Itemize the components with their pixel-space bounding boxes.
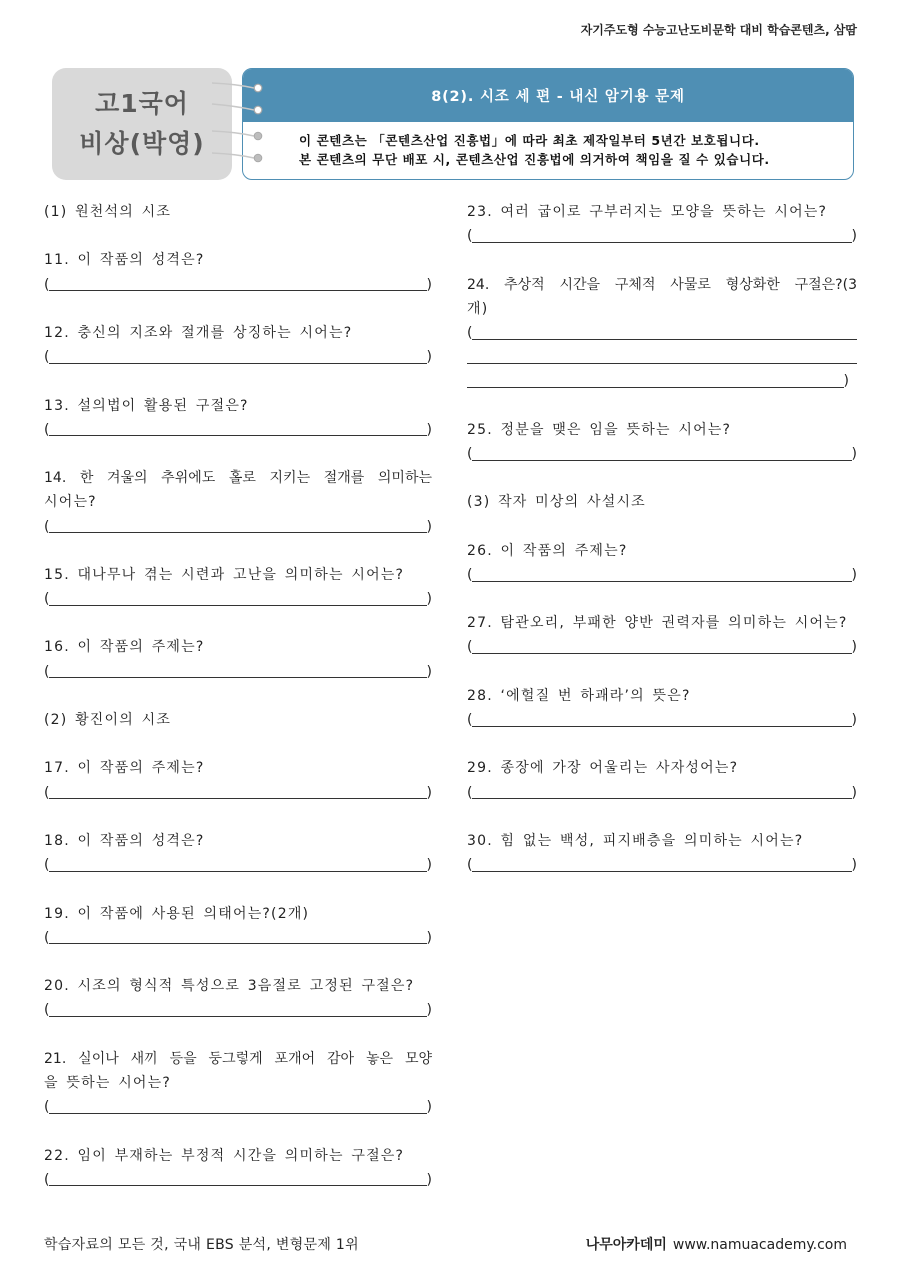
open-paren: ( [44, 784, 50, 801]
question-text: 18. 이 작품의 성격은? [44, 833, 205, 850]
answer-blank [44, 926, 432, 950]
question-text: 20. 시조의 형식적 특성으로 3음절로 고정된 구절은? [44, 978, 415, 995]
answer-blank-line-2 [467, 345, 857, 369]
close-paren: ) [426, 1171, 432, 1188]
close-paren: ) [426, 1002, 432, 1019]
open-paren: ( [44, 591, 50, 608]
answer-blank [44, 853, 432, 877]
open-paren: ( [467, 228, 473, 245]
answer-line [49, 605, 426, 606]
open-paren: ( [44, 518, 50, 535]
question-29 [467, 756, 857, 804]
answer-blank [467, 442, 857, 466]
open-paren: ( [44, 1099, 50, 1116]
question-27 [467, 611, 857, 659]
answer-blank [44, 273, 432, 297]
question-17 [44, 756, 432, 804]
section-heading: (3) 작자 미상의 사설시조 [467, 494, 646, 511]
footer-brand-block [586, 1235, 847, 1255]
question-19 [44, 902, 432, 950]
close-paren: ) [426, 784, 432, 801]
close-paren: ) [426, 1099, 432, 1116]
question-28 [467, 684, 857, 732]
title-box [52, 68, 232, 180]
answer-line [49, 363, 426, 364]
answer-line [49, 871, 426, 872]
section-heading: (1) 원천석의 시조 [44, 204, 172, 220]
open-paren: ( [44, 1171, 50, 1188]
question-12 [44, 321, 432, 369]
title-box-publisher: 비상(박영) [79, 129, 205, 158]
question-24 [467, 273, 857, 394]
answer-line [472, 339, 857, 340]
answer-blank [44, 1095, 432, 1119]
question-text: 16. 이 작품의 주제는? [44, 639, 205, 656]
open-paren: ( [467, 712, 473, 729]
open-paren: ( [44, 857, 50, 874]
close-paren: ) [851, 712, 857, 729]
answer-line [49, 1016, 426, 1017]
answer-blank [467, 781, 857, 805]
open-paren: ( [467, 639, 473, 656]
question-text: 12. 충신의 지조와 절개를 상징하는 시어는? [44, 324, 353, 341]
answer-blank [44, 781, 432, 805]
right-column [467, 200, 857, 877]
question-16 [44, 635, 432, 683]
copyright-notice [243, 122, 853, 169]
question-20 [44, 974, 432, 1022]
title-box-grade: 고1국어 [95, 89, 189, 118]
close-paren: ) [426, 349, 432, 366]
close-paren: ) [426, 591, 432, 608]
close-paren: ) [426, 518, 432, 535]
question-25 [467, 418, 857, 466]
answer-blank [44, 418, 432, 442]
answer-blank [467, 708, 857, 732]
question-text-continued: 개) [467, 300, 489, 317]
banner [242, 68, 854, 180]
answer-line [472, 460, 851, 461]
question-text: 23. 여러 굽이로 구부러지는 모양을 뜻하는 시어는? [467, 204, 828, 220]
top-header: 자기주도형 수능고난도비문학 대비 학습콘텐츠, 삼땀 [580, 23, 857, 37]
open-paren: ( [467, 445, 473, 462]
close-paren: ) [851, 566, 857, 583]
open-paren: ( [44, 929, 50, 946]
question-15 [44, 563, 432, 611]
answer-line [472, 242, 851, 243]
question-text: 25. 정분을 맺은 임을 뜻하는 시어는? [467, 421, 732, 438]
answer-line [49, 290, 426, 291]
question-text: 19. 이 작품에 사용된 의태어는?(2개) [44, 905, 310, 922]
answer-line [49, 1185, 426, 1186]
question-text: 22. 임이 부재하는 부정적 시간을 의미하는 구절은? [44, 1147, 405, 1164]
question-14 [44, 466, 432, 539]
answer-blank [44, 1168, 432, 1192]
question-text: 13. 설의법이 활용된 구절은? [44, 397, 249, 414]
question-text: 29. 종장에 가장 어울리는 사자성어는? [467, 760, 739, 777]
answer-line [49, 798, 426, 799]
answer-line [472, 726, 851, 727]
question-23 [467, 200, 857, 248]
copyright-notice-line: 이 콘텐츠는 「콘텐츠산업 진흥법」에 따라 최초 제작일부터 5년간 보호됩니다. [299, 133, 760, 148]
footer-tagline: 학습자료의 모든 것, 국내 EBS 분석, 변형문제 1위 [44, 1237, 359, 1253]
answer-blank [44, 587, 432, 611]
answer-line [467, 363, 857, 364]
close-paren: ) [851, 857, 857, 874]
close-paren: ) [426, 663, 432, 680]
question-text-continued: 을 뜻하는 시어는? [44, 1074, 171, 1091]
answer-blank [467, 224, 857, 248]
section-1-heading-block [44, 200, 432, 224]
question-text: 11. 이 작품의 성격은? [44, 252, 205, 269]
section-2-heading-block [44, 708, 432, 732]
answer-blank [44, 660, 432, 684]
answer-blank [44, 515, 432, 539]
open-paren: ( [44, 663, 50, 680]
question-11 [44, 248, 432, 296]
question-text: 15. 대나무나 겪는 시련과 고난을 의미하는 시어는? [44, 566, 405, 583]
footer-url: www.namuacademy.com [672, 1237, 847, 1253]
close-paren: ) [851, 784, 857, 801]
close-paren: ) [426, 929, 432, 946]
answer-line [472, 871, 851, 872]
answer-line [472, 581, 851, 582]
banner-title: 8(2). 시조 세 편 - 내신 암기용 문제 [243, 69, 853, 122]
question-text-continued: 시어는? [44, 494, 97, 511]
answer-blank [467, 563, 857, 587]
open-paren: ( [467, 324, 473, 341]
answer-blank-line-3 [467, 369, 849, 393]
question-18 [44, 829, 432, 877]
open-paren: ( [44, 1002, 50, 1019]
question-21 [44, 1047, 432, 1120]
answer-blank [44, 345, 432, 369]
question-22 [44, 1144, 432, 1192]
close-paren: ) [851, 445, 857, 462]
answer-line [472, 798, 851, 799]
open-paren: ( [467, 784, 473, 801]
close-paren: ) [426, 857, 432, 874]
answer-blank-line-1 [467, 321, 857, 345]
answer-line [467, 387, 844, 388]
close-paren: ) [851, 228, 857, 245]
close-paren: ) [851, 639, 857, 656]
question-30 [467, 829, 857, 877]
answer-line [49, 532, 426, 533]
question-text: 17. 이 작품의 주제는? [44, 760, 205, 777]
answer-line [49, 677, 426, 678]
copyright-notice-line: 본 콘텐츠의 무단 배포 시, 콘텐츠산업 진흥법에 의거하여 책임을 질 수 있습니다. [299, 152, 770, 167]
question-text: 24. 추상적 시간을 구체적 사물로 형상화한 구절은?(3 [467, 276, 857, 293]
close-paren: ) [843, 373, 849, 390]
section-heading: (2) 황진이의 시조 [44, 712, 172, 729]
answer-blank [44, 998, 432, 1022]
open-paren: ( [467, 566, 473, 583]
question-text: 27. 탐관오리, 부패한 양반 권력자를 의미하는 시어는? [467, 615, 848, 632]
question-text: 21. 실이나 새끼 등을 둥그렇게 포개어 감아 놓은 모양 [44, 1050, 432, 1067]
open-paren: ( [44, 349, 50, 366]
answer-line [49, 1113, 426, 1114]
question-text: 26. 이 작품의 주제는? [467, 542, 628, 559]
footer-brand: 나무아카데미 [585, 1237, 667, 1253]
question-text: 14. 한 겨울의 추위에도 홀로 지키는 절개를 의미하는 [44, 470, 432, 487]
left-column [44, 200, 432, 1192]
answer-blank [467, 853, 857, 877]
open-paren: ( [467, 857, 473, 874]
answer-blank [467, 635, 857, 659]
question-text: 28. ‘에헐질 번 하괘라’의 뜻은? [467, 687, 691, 704]
answer-line [49, 435, 426, 436]
close-paren: ) [426, 276, 432, 293]
question-26 [467, 539, 857, 587]
section-3-heading-block [467, 490, 857, 514]
question-text: 30. 힘 없는 백성, 피지배층을 의미하는 시어는? [467, 833, 804, 850]
answer-line [472, 653, 851, 654]
open-paren: ( [44, 421, 50, 438]
answer-line [49, 943, 426, 944]
open-paren: ( [44, 276, 50, 293]
question-13 [44, 394, 432, 442]
close-paren: ) [426, 421, 432, 438]
